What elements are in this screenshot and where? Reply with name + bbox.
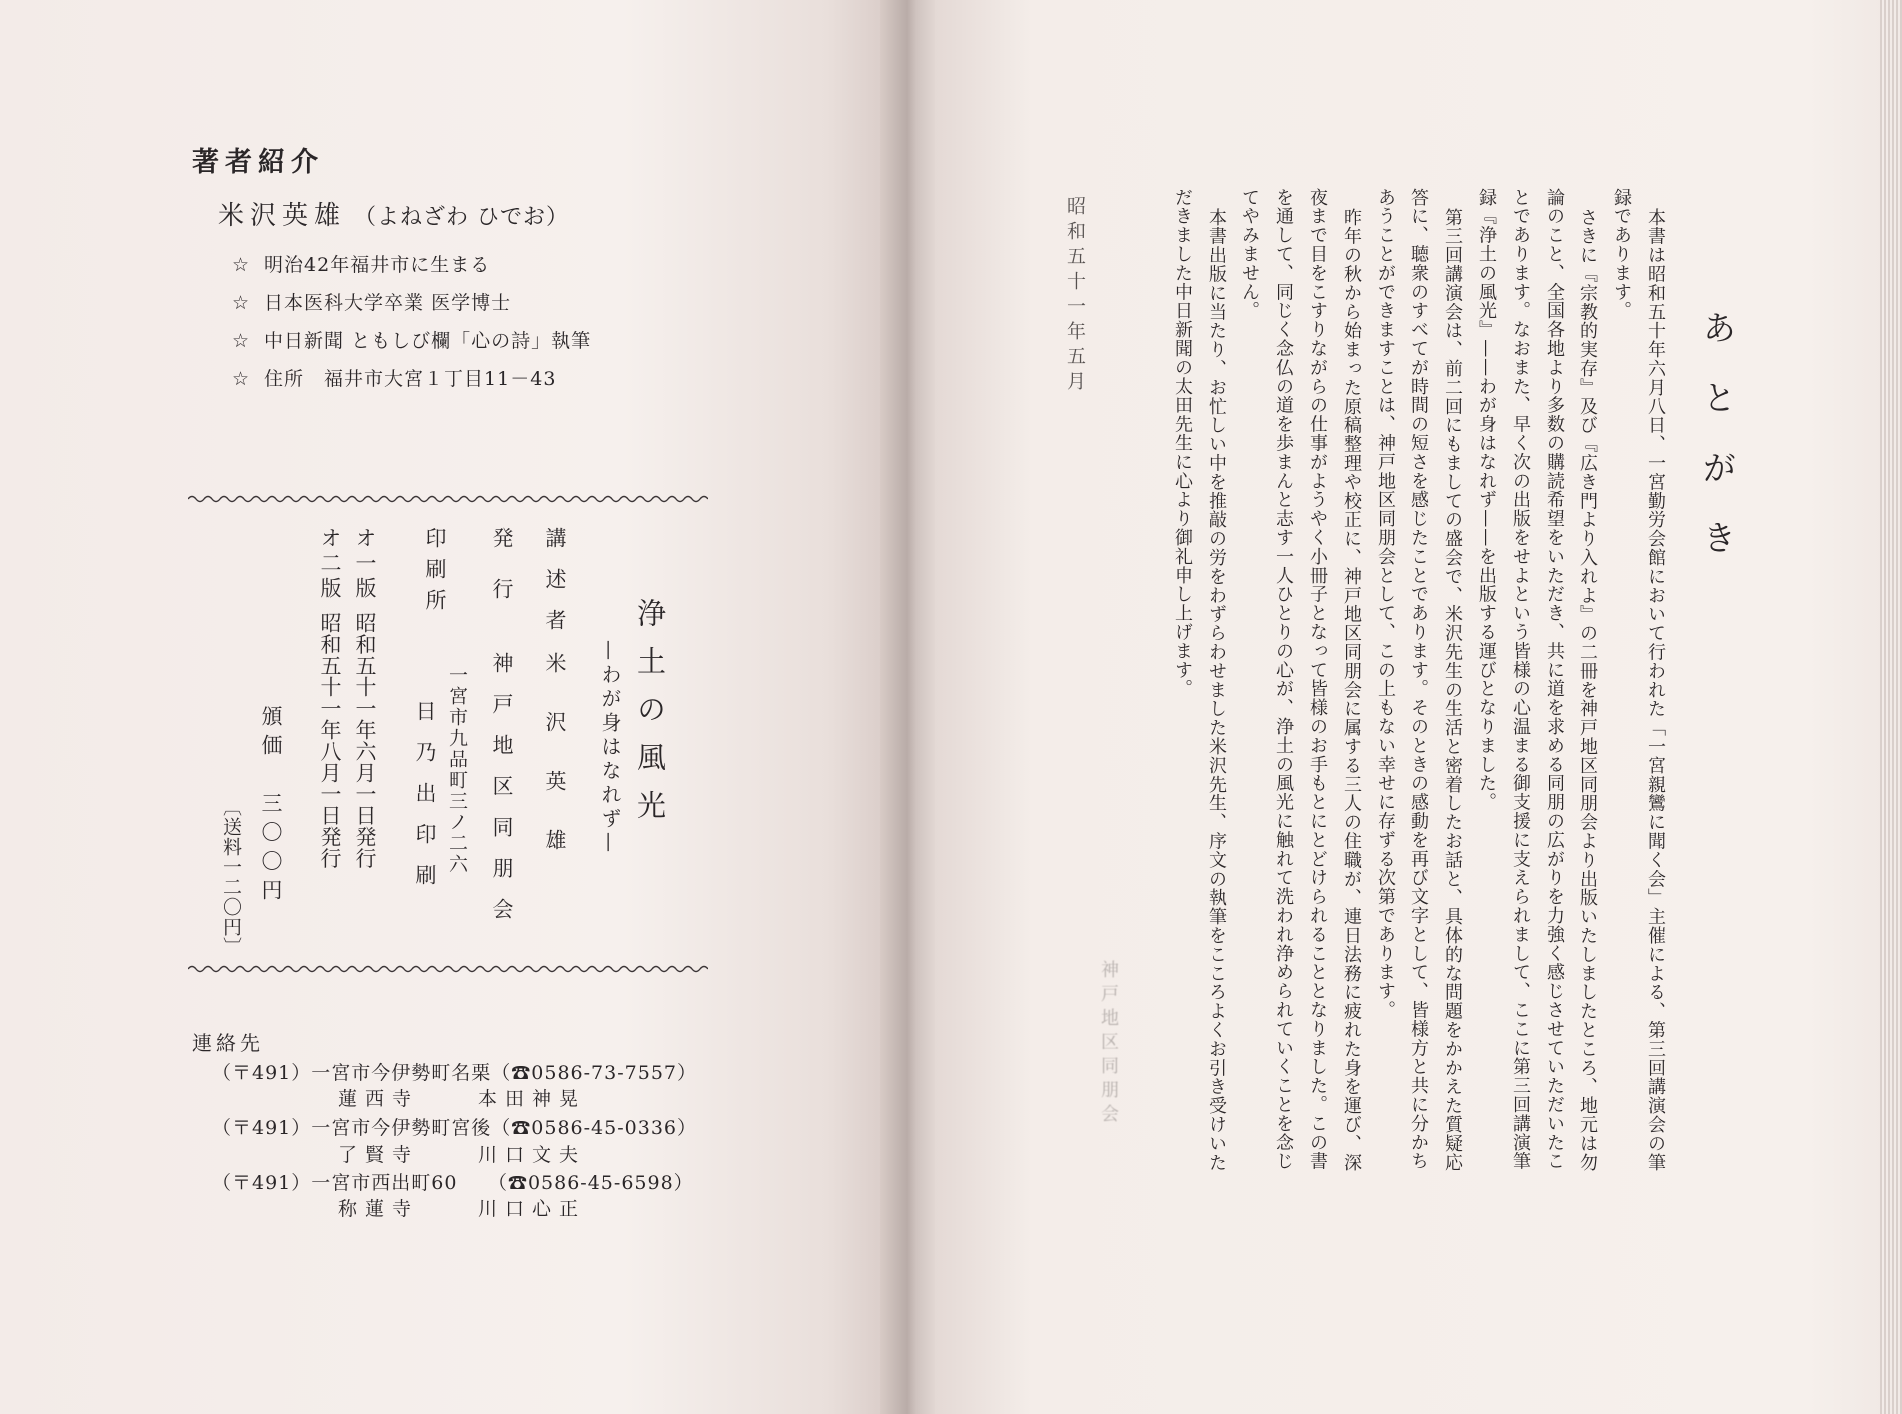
contact-address: （〒491）一宮市西出町60 （☎0586-45-6598）: [212, 1172, 694, 1194]
colophon-value-printer: 日乃出印刷: [413, 700, 437, 905]
afterword-column: 録であります。: [1611, 188, 1632, 321]
bio-item: [232, 326, 591, 353]
bio-item: [232, 288, 511, 315]
afterword-column: あうことができますことは、神戸地区同朋会として、この上もない幸せに存ずる次第であります。: [1375, 188, 1396, 1020]
afterword-column: とであります。なおまた、早く次の出版をせよという皆様の心温まる御支援に支えられまして、ここに第三回講演筆: [1510, 188, 1531, 1171]
afterword-column: 本書出版に当たり、お忙しい中を推敲の労をわずらわせました米沢先生、序文の執筆をこころよくお引き受けいた: [1206, 208, 1227, 1172]
afterword-column: てやみません。: [1239, 188, 1260, 321]
afterword-column: 答に、聴衆のすべてが時間の短さを感じたことであります。そのときの感動を再び文字として、皆様方と共に分かち: [1408, 188, 1429, 1171]
afterword-column: 第三回講演会は、前二回にもましての盛会で、米沢先生の生活と密着したお話と、具体的な問題をかかえた質疑応: [1442, 208, 1463, 1172]
wavy-divider-bottom: [188, 964, 708, 974]
printer-address: 一宮市九品町三ノ二六: [446, 665, 468, 875]
colophon-value-publisher: 神戸地区同朋会: [490, 652, 514, 939]
afterword-column: 論のこと、全国各地より多数の購読希望をいただき、共に道を求める同朋の広がりを力強く感じさせていただいたこ: [1544, 188, 1565, 1171]
edition-date-second: 昭和五十一年八月一日発行: [318, 612, 342, 869]
contact-address: （〒491）一宮市今伊勢町宮後（☎0586-45-0336）: [212, 1117, 697, 1139]
price: 頒価 三〇〇円: [259, 705, 283, 908]
bio-text: 日本医科大学卒業 医学博士: [264, 292, 512, 314]
contact-temple: 了賢寺: [338, 1144, 420, 1166]
afterword-column: 本書は昭和五十年六月八日、一宮勤労会館において行われた「一宮親鸞に聞く会」主催による、第三回講演会の筆: [1645, 208, 1666, 1172]
star-icon: ☆: [232, 254, 251, 276]
book-subtitle: —わが身はなれず—: [598, 640, 622, 856]
bio-text: 明治42年福井市に生まる: [264, 254, 491, 276]
author-heading: 著者紹介: [192, 147, 324, 178]
colophon-value-lecturer: 米沢英雄: [543, 652, 567, 888]
contact-address: （〒491）一宮市今伊勢町名栗（☎0586-73-7557）: [212, 1062, 697, 1084]
afterword-column: 昨年の秋から始まった原稿整理や校正に、神戸地区同朋会に属する三人の住職が、連日法務に疲れた身を運び、深: [1341, 208, 1362, 1172]
afterword-date: 昭和五十一年五月: [1064, 196, 1086, 396]
postage: 〔送料一二〇円〕: [220, 797, 242, 957]
book-title: 浄土の風光: [633, 598, 667, 838]
bio-text: 住所 福井市大宮１丁目11－43: [264, 368, 557, 390]
afterword-heading: あとがき: [1696, 310, 1736, 590]
author-name-line: [218, 195, 569, 232]
colophon-label-publisher: 発行: [490, 527, 514, 629]
edition-date-first: 昭和五十一年六月一日発行: [353, 612, 377, 869]
contact-person: 川口心正: [478, 1198, 587, 1220]
edition-label-first: オ一版: [353, 527, 377, 602]
afterword-column: 夜まで目をこすりながらの仕事がようやく小冊子となって皆様のお手もとにとどけられることとなりました。この書: [1307, 188, 1328, 1171]
afterword-column: さきに『宗教的実存』及び『広き門より入れよ』の二冊を神戸地区同朋会より出版いたしましたところ、地元は勿: [1577, 208, 1598, 1172]
afterword-column: 録『浄土の風光』——わが身はなれず——を出版する運びとなりました。: [1476, 188, 1497, 812]
bio-item: [232, 364, 556, 391]
contact-person: 川口文夫: [478, 1144, 587, 1166]
afterword-signature: 神戸地区同朋会: [1098, 960, 1119, 1128]
star-icon: ☆: [232, 368, 251, 390]
afterword-column: を通して、同じく念仏の道を歩まんと志す一人ひとりの心が、浄土の風光に触れて洗われ浄められていくことを念じ: [1273, 188, 1294, 1171]
page-edge: [1880, 0, 1902, 1414]
book-gutter: [880, 0, 940, 1414]
edition-label-second: オ二版: [318, 527, 342, 602]
bio-item: [232, 250, 490, 277]
wavy-divider-top: [188, 494, 708, 504]
afterword-column: だきました中日新聞の太田先生に心より御礼申し上げます。: [1172, 188, 1193, 699]
contact-person: 本田神晃: [478, 1088, 587, 1110]
author-name: 米沢英雄: [218, 201, 347, 231]
contact-label: 連絡先: [192, 1031, 264, 1055]
bio-text: 中日新聞 ともしび欄「心の詩」執筆: [264, 330, 592, 352]
contact-temple: 蓮西寺: [338, 1088, 420, 1110]
contact-temple: 称蓮寺: [338, 1198, 420, 1220]
star-icon: ☆: [232, 330, 251, 352]
star-icon: ☆: [232, 292, 251, 314]
colophon-label-printer: 印刷所: [423, 527, 447, 620]
author-reading: （よねざわ ひでお）: [354, 205, 570, 230]
colophon-label-lecturer: 講述者: [543, 527, 567, 650]
